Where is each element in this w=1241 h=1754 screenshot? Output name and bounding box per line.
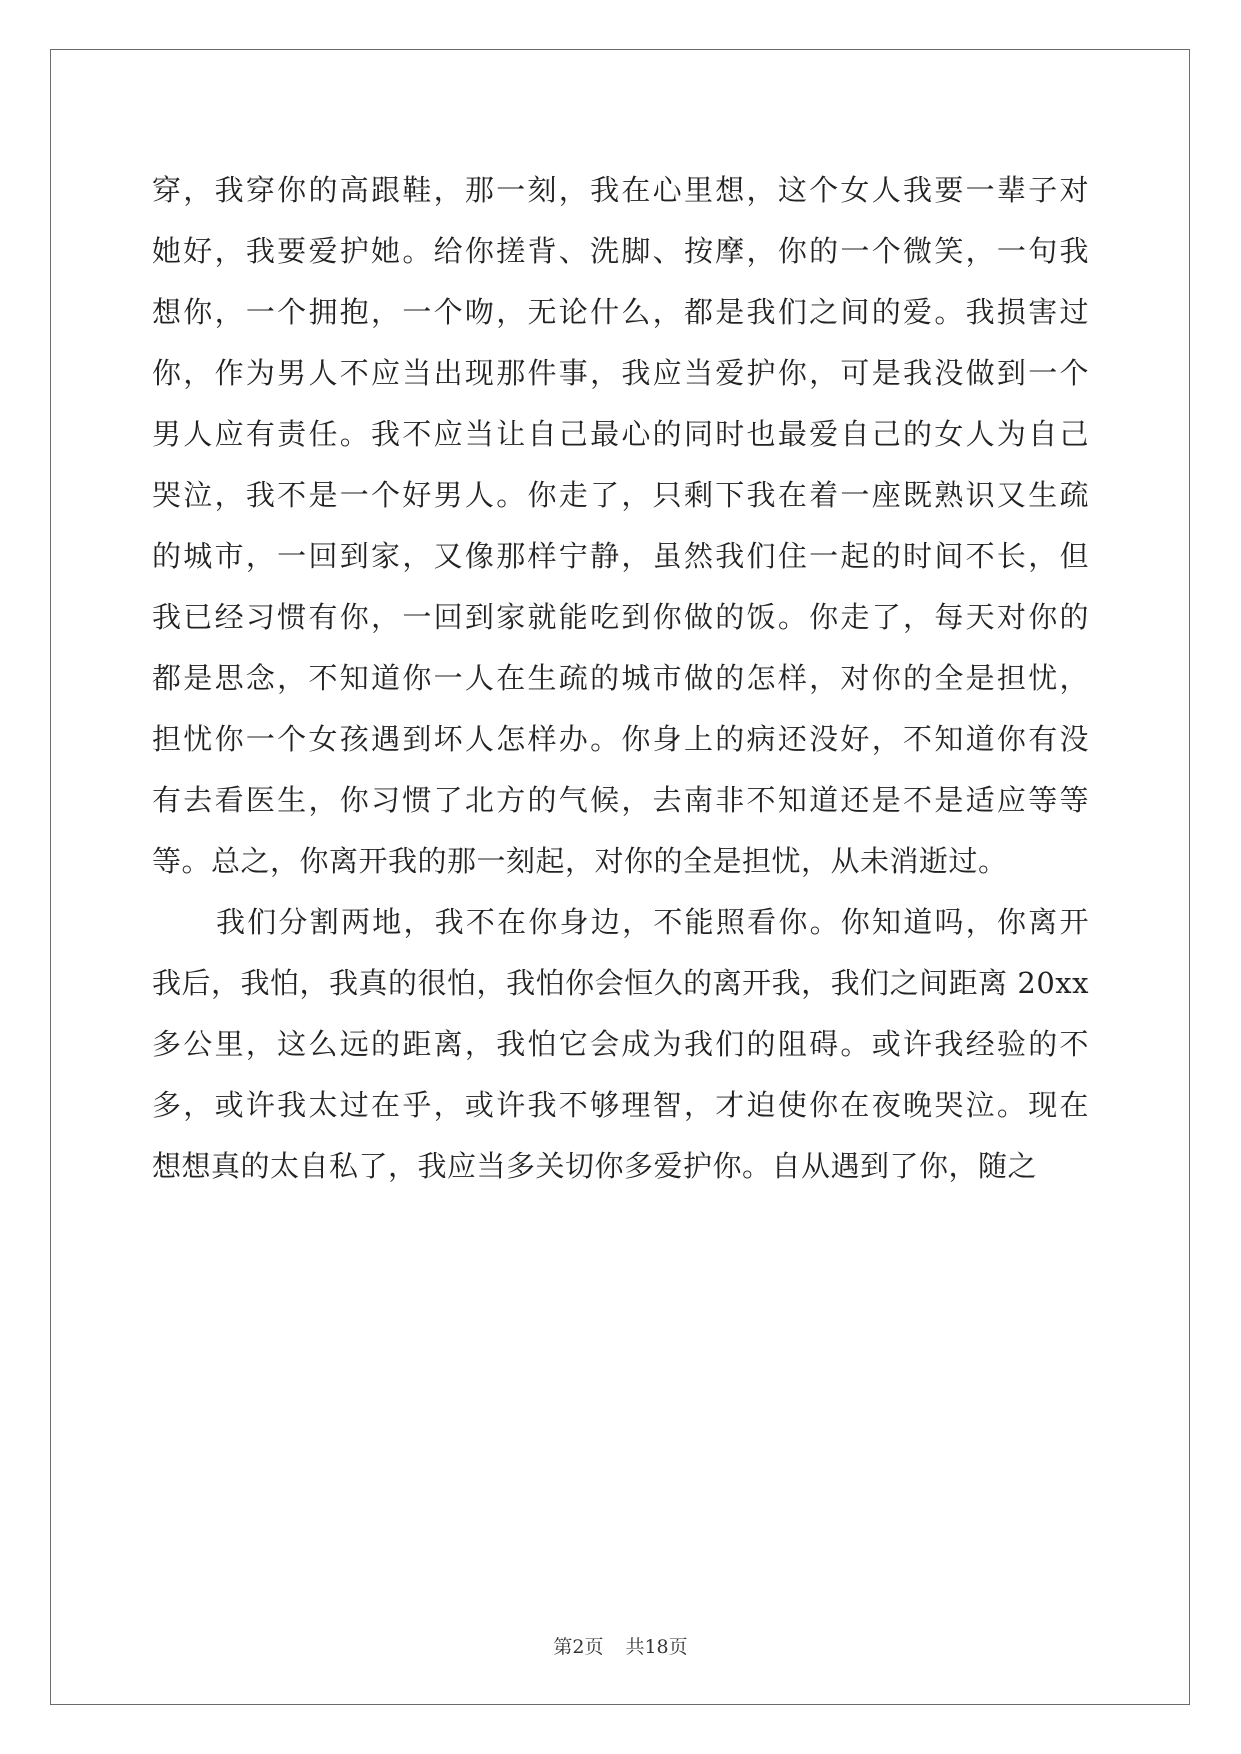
text-line: 我们分割两地，我不在你身边，不能照看你。你知道吗，你离开 (216, 905, 1089, 939)
text-line: 她好，我要爱护她。给你搓背、洗脚、按摩，你的一个微笑，一句我 (152, 234, 1089, 268)
text-line: 都是思念，不知道你一人在生疏的城市做的怎样，对你的全是担忧， (152, 661, 1089, 695)
text-line: 的城市，一回到家，又像那样宁静，虽然我们住一起的时间不长，但 (152, 539, 1089, 573)
text-line: 多公里，这么远的距离，我怕它会成为我们的阻碍。或许我经验的不 (152, 1027, 1089, 1061)
text-line: 我后，我怕，我真的很怕，我怕你会恒久的离开我，我们之间距离 20xx (152, 966, 1089, 1000)
text-line: 我已经习惯有你，一回到家就能吃到你做的饭。你走了，每天对你的 (152, 600, 1089, 634)
document-body (152, 160, 1089, 1197)
text-line: 你，作为男人不应当出现那件事，我应当爱护你，可是我没做到一个 (152, 356, 1089, 390)
text-line: 等。总之，你离开我的那一刻起，对你的全是担忧，从未消逝过。 (152, 844, 1008, 878)
page-number: 第2页 (553, 1636, 604, 1658)
page-total: 共18页 (625, 1636, 688, 1658)
text-line: 男人应有责任。我不应当让自己最心的同时也最爱自己的女人为自己 (152, 417, 1089, 451)
text-line: 哭泣，我不是一个好男人。你走了，只剩下我在着一座既熟识又生疏 (152, 478, 1089, 512)
text-line: 想想真的太自私了，我应当多关切你多爱护你。自从遇到了你，随之 (152, 1149, 1038, 1183)
text-line: 担忧你一个女孩遇到坏人怎样办。你身上的病还没好，不知道你有没 (152, 722, 1089, 756)
text-line: 有去看医生，你习惯了北方的气候，去南非不知道还是不是适应等等 (152, 783, 1089, 817)
page-footer (0, 1632, 1241, 1659)
text-line: 穿，我穿你的高跟鞋，那一刻，我在心里想，这个女人我要一辈子对 (152, 173, 1089, 207)
text-line: 想你，一个拥抱，一个吻，无论什么，都是我们之间的爱。我损害过 (152, 295, 1089, 329)
text-line: 多，或许我太过在乎，或许我不够理智，才迫使你在夜晚哭泣。现在 (152, 1088, 1089, 1122)
